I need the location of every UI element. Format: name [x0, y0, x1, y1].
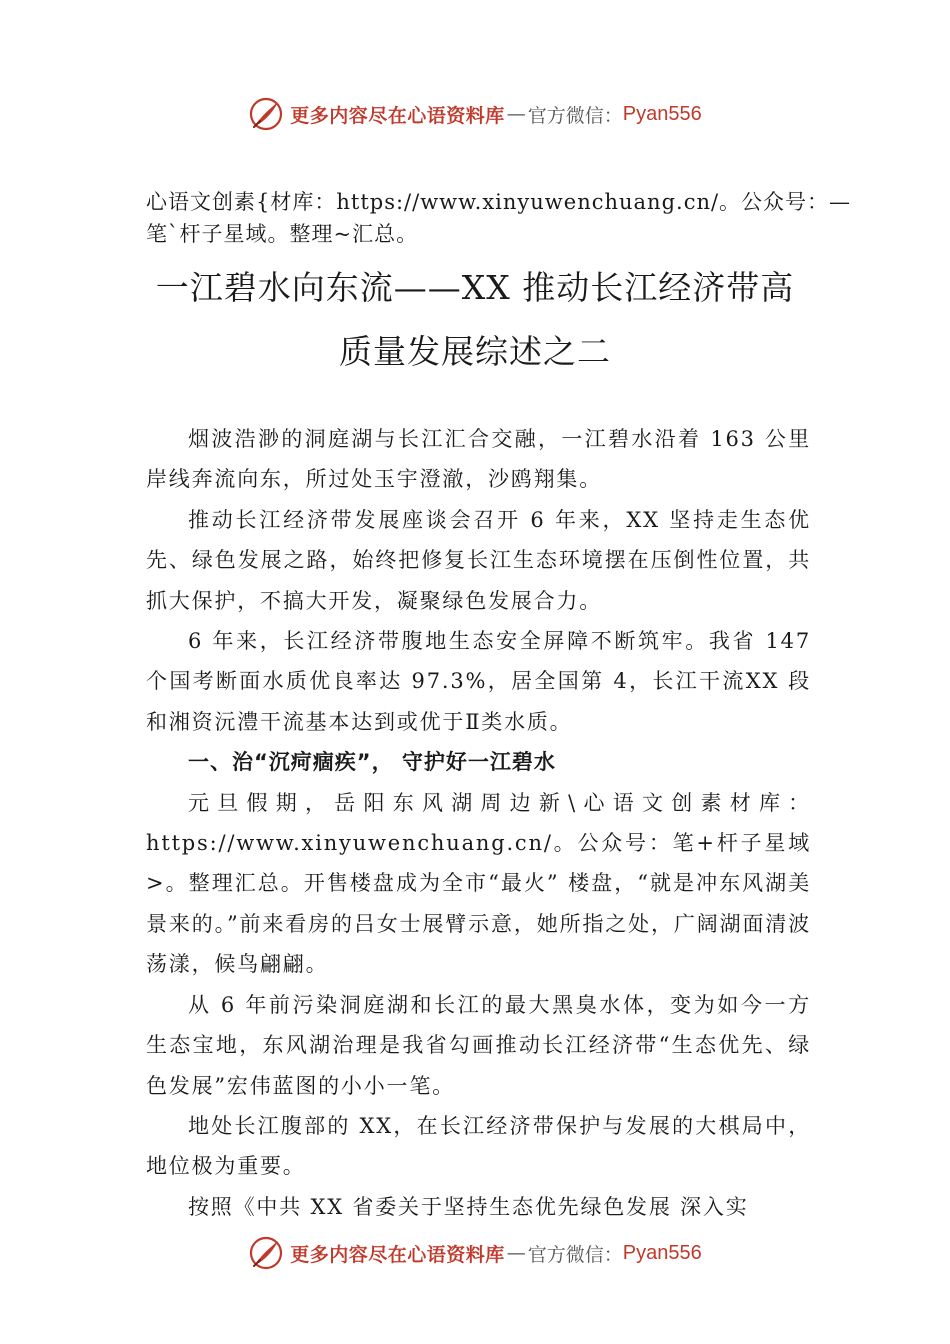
paragraph: 烟波浩渺的洞庭湖与长江汇合交融，一江碧水沿着 163 公里岸线奔流向东，所过处玉宇澄澈，沙鸥翔集。: [146, 427, 811, 492]
article-body: [146, 419, 811, 1227]
article-title-line1: 一江碧水向东流——XX 推动长江经济带高: [155, 268, 795, 307]
watermark-banner-top: [0, 94, 950, 134]
quill-logo-icon: [248, 96, 284, 132]
paragraph: 推动长江经济带发展座谈会召开 6 年来，XX 坚持走生态优先、绿色发展之路，始终把修复长江生态环境摆在压倒性位置，共抓大保护，不搞大开发，凝聚绿色发展合力。: [146, 507, 811, 613]
watermark-separator: —: [506, 1242, 526, 1264]
watermark-separator: —: [506, 103, 526, 125]
paragraph: 从 6 年前污染洞庭湖和长江的最大黑臭水体，变为如今一方生态宝地，东风湖治理是我省勾画推动长江经济带“生态优先、绿色发展”宏伟蓝图的小小一笔。: [146, 992, 811, 1098]
paragraph: 元旦假期，岳阳东风湖周边新\心语文创素材库：https://www.xinyuwenchuang.cn/。公众号：笔+杆子星域>。整理汇总。开售楼盘成为全市“最火” 楼盘，“就是冲东风湖美景来的。”前来看房的吕女士展臂示意，她所指之处，广阔湖面清波荡漾，候鸟翩翩。: [146, 790, 811, 977]
watermark-banner-bottom: [0, 1233, 950, 1273]
wechat-label: 官方微信：: [527, 1243, 623, 1266]
quill-logo-icon: [248, 1235, 284, 1271]
paragraph: 6 年来，长江经济带腹地生态安全屏障不断筑牢。我省 147 个国考断面水质优良率达 97.3%，居全国第 4，长江干流XX 段和湘资沅澧干流基本达到或优于Ⅱ类水质。: [146, 629, 811, 734]
paragraph: 地处长江腹部的 XX，在长江经济带保护与发展的大棋局中，地位极为重要。: [146, 1113, 811, 1179]
wechat-label: 官方微信：: [527, 104, 623, 127]
section-heading: 一、治“沉疴痼疾”， 守护好一江碧水: [188, 750, 556, 775]
wechat-id: Pyan556: [622, 1241, 702, 1264]
article-title-line2: 质量发展综述之二: [339, 332, 611, 371]
watermark-brand: 更多内容尽在心语资料库: [290, 104, 505, 127]
watermark-brand: 更多内容尽在心语资料库: [290, 1243, 505, 1266]
source-note: 心语文创素{材库：https://www.xinyuwenchuang.cn/。公众号：—笔`杆子星域。整理~汇总。: [146, 190, 852, 246]
wechat-id: Pyan556: [622, 102, 702, 125]
paragraph: 按照《中共 XX 省委关于坚持生态优先绿色发展 深入实: [188, 1194, 749, 1219]
